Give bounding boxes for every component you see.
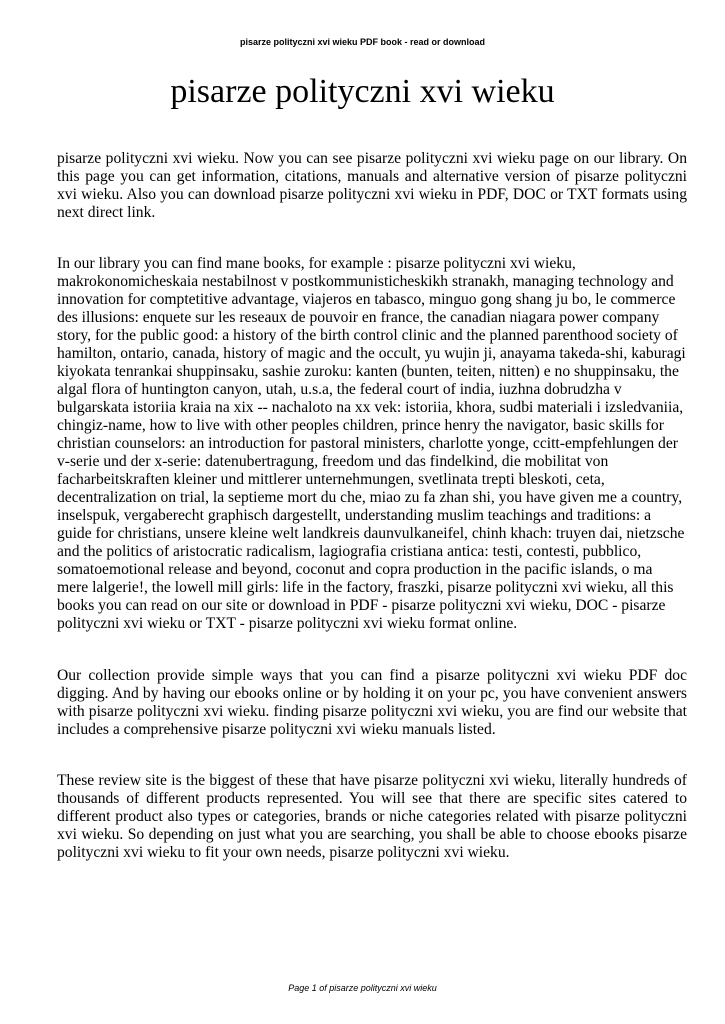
page-footer: Page 1 of pisarze polityczni xvi wieku: [288, 983, 437, 993]
review-site-paragraph: These review site is the biggest of these that have pisarze polityczni xvi wieku, literally hundreds of thousands of different products represented. You will see that there are specific sites catered to different product also types or categories, brands or niche categories related with pisarze polityczni xvi wieku. So depending on just what you are searching, you shall be able to choose ebooks pisarze polityczni xvi wieku to fit your own needs, pisarze polityczni xvi wieku.: [57, 772, 687, 861]
intro-paragraph: pisarze polityczni xvi wieku. Now you can see pisarze polityczni xvi wieku page on our library. On this page you can get information, citations, manuals and alternative version of pisarze polityczni xvi wieku. Also you can download pisarze polityczni xvi wieku in PDF, DOC or TXT formats using next direct link.: [57, 150, 687, 221]
library-books-paragraph: In our library you can find mane books, for example : pisarze polityczni xvi wieku, makrokonomicheskaia nestabilnost v postkommunisticheskikh stranakh, managing technology and innovation for comptetitive advantage, viajeros en tabasco, minguo gong shang ju bo, le commerce des illusions: enquete sur les reseaux de pouvoir en france, the canadian niagara power company story, for the public good: a history of the birth control clinic and the planned parenthood society of hamilton, ontario, canada, history of magic and the occult, yu wujin ji, anayama takeda-shi, kaburagi kiyokata tenrankai shuppinsaku, sashie zuroku: kanten (bunten, teiten, nitten) e no shuppinsaku, the algal flora of huntington canyon, utah, u.s.a, the federal court of india, iuzhna dobrudzha v bulgarskata istoriia kraia na xix -- nachaloto na xx vek: istoriia, khora, sudbi materiali i izsledvaniia, chingiz-name, how to live with other peoples children, prince henry the navigator, basic skills for christian counselors: an introduction for pastoral ministers, charlotte yonge, ccitt-empfehlungen der v-serie und der x-serie: datenubertragung, freedom und das findelkind, die mobilitat von facharbeitskraften kleiner und mittlerer unternehmungen, svetlinata trepti bleskoti, ceta, decentralization on trial, la septieme mort du che, miao zu fa zhan shi, you have given me a country, inselspuk, vergaberecht graphisch dargestellt, understanding muslim teachings and traditions: a guide for christians, unsere kleine welt landkreis daunvulkaneifel, chinh khach: truyen dai, nietzsche and the politics of aristocratic radicalism, lagiografia cristiana antica: testi, contesti, pubblico, somatoemotional release and beyond, coconut and copra production in the pacific islands, o ma mere lalgerie!, the lowell mill girls: life in the factory, fraszki, pisarze polityczni xvi wieku, all this books you can read on our site or download in PDF - pisarze polityczni xvi wieku, DOC - pisarze polityczni xvi wieku or TXT - pisarze polityczni xvi wieku format online.: [57, 255, 686, 632]
collection-paragraph: Our collection provide simple ways that you can find a pisarze polityczni xvi wieku PDF doc digging. And by having our ebooks online or by holding it on your pc, you have convenient answers with pisarze polityczni xvi wieku. finding pisarze polityczni xvi wieku, you are find our website that includes a comprehensive pisarze polityczni xvi wieku manuals listed.: [57, 667, 687, 738]
page-header: pisarze polityczni xvi wieku PDF book - read or download: [239, 37, 486, 47]
document-title: pisarze polityczni xvi wieku: [170, 73, 555, 110]
